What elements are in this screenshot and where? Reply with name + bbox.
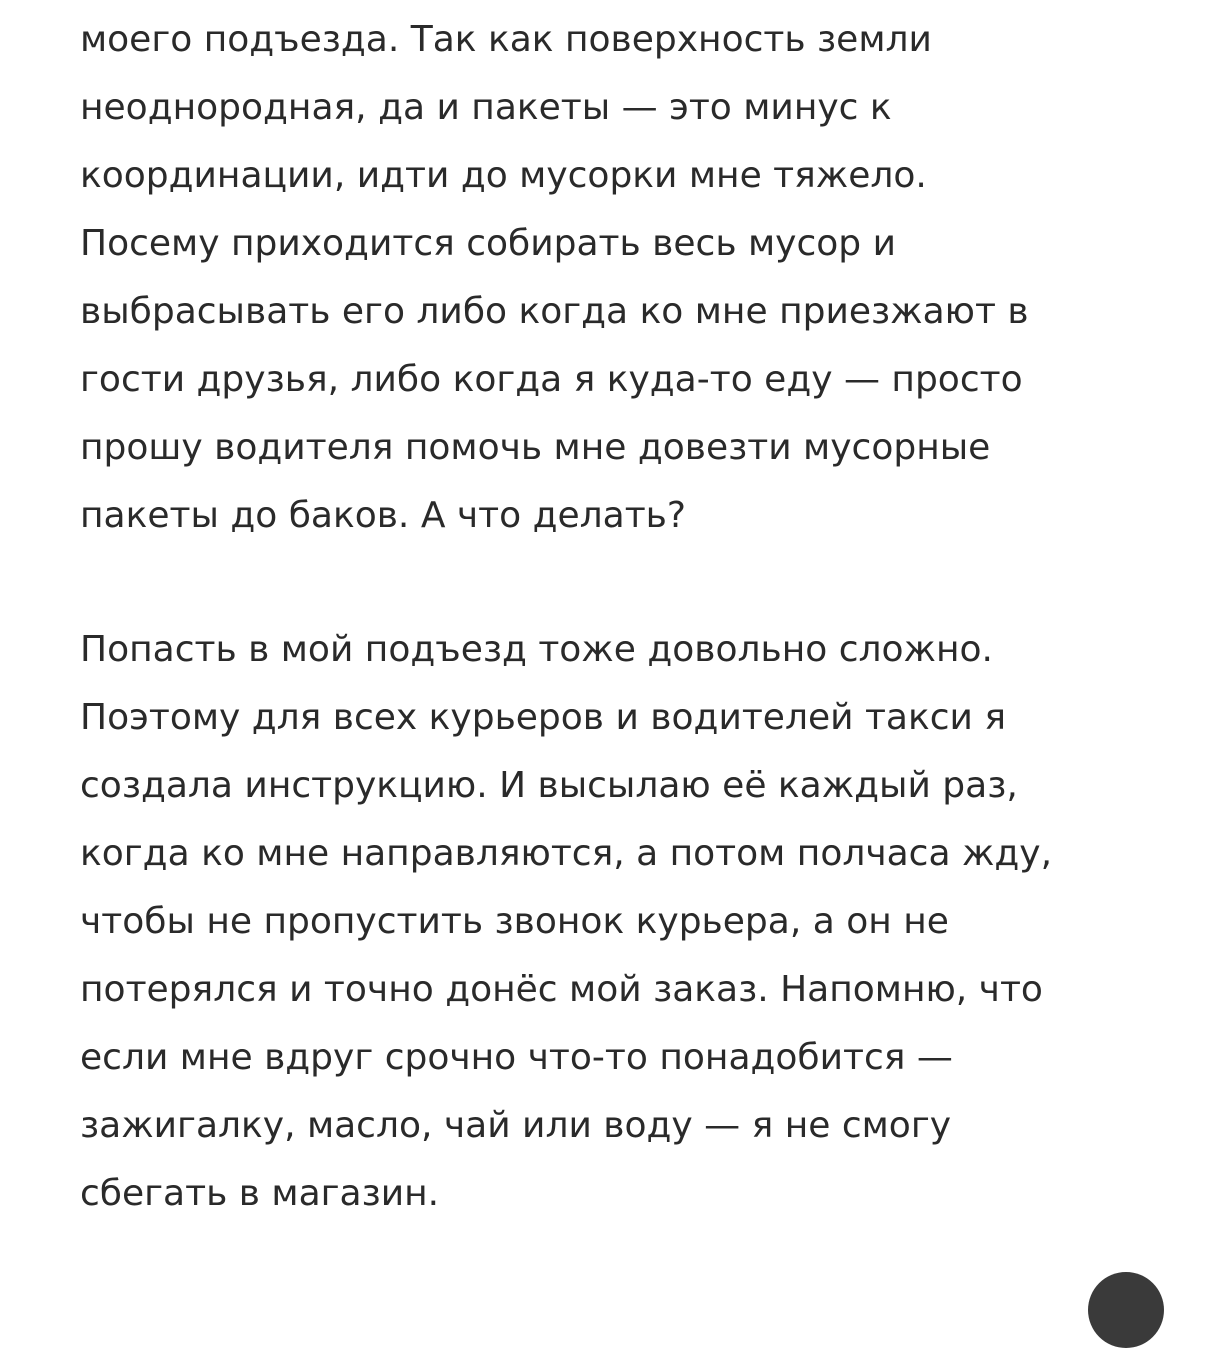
paragraph-1 (80, 6, 1160, 550)
text-line: пакеты до баков. А что делать? (80, 495, 687, 536)
text-line: чтобы не пропустить звонок курьера, а он не (80, 901, 949, 942)
paragraph-spacer (80, 550, 1160, 616)
text-line: координации, идти до мусорки мне тяжело. (80, 155, 927, 196)
text-line: сбегать в магазин. (80, 1173, 440, 1214)
text-line: Попасть в мой подъезд тоже довольно сложно. (80, 629, 993, 670)
text-line: создала инструкцию. И высылаю её каждый раз, (80, 765, 1018, 806)
text-line: когда ко мне направляются, а потом полчаса жду, (80, 833, 1053, 874)
text-line: если мне вдруг срочно что-то понадобится — (80, 1037, 953, 1078)
text-line: потерялся и точно донёс мой заказ. Напомню, что (80, 969, 1043, 1010)
text-line: моего подъезда. Так как поверхность земли (80, 19, 932, 60)
text-line: прошу водителя помочь мне довезти мусорные (80, 427, 991, 468)
text-line: неоднородная, да и пакеты — это минус к (80, 87, 892, 128)
paragraph-2 (80, 616, 1160, 1228)
article-body (80, 6, 1160, 1228)
text-line: зажигалку, масло, чай или воду — я не смогу (80, 1105, 952, 1146)
floating-action-button[interactable] (1088, 1272, 1164, 1348)
text-line: выбрасывать его либо когда ко мне приезжают в (80, 291, 1029, 332)
text-line: Посему приходится собирать весь мусор и (80, 223, 896, 264)
text-line: Поэтому для всех курьеров и водителей такси я (80, 697, 1007, 738)
text-line: гости друзья, либо когда я куда-то еду — просто (80, 359, 1023, 400)
